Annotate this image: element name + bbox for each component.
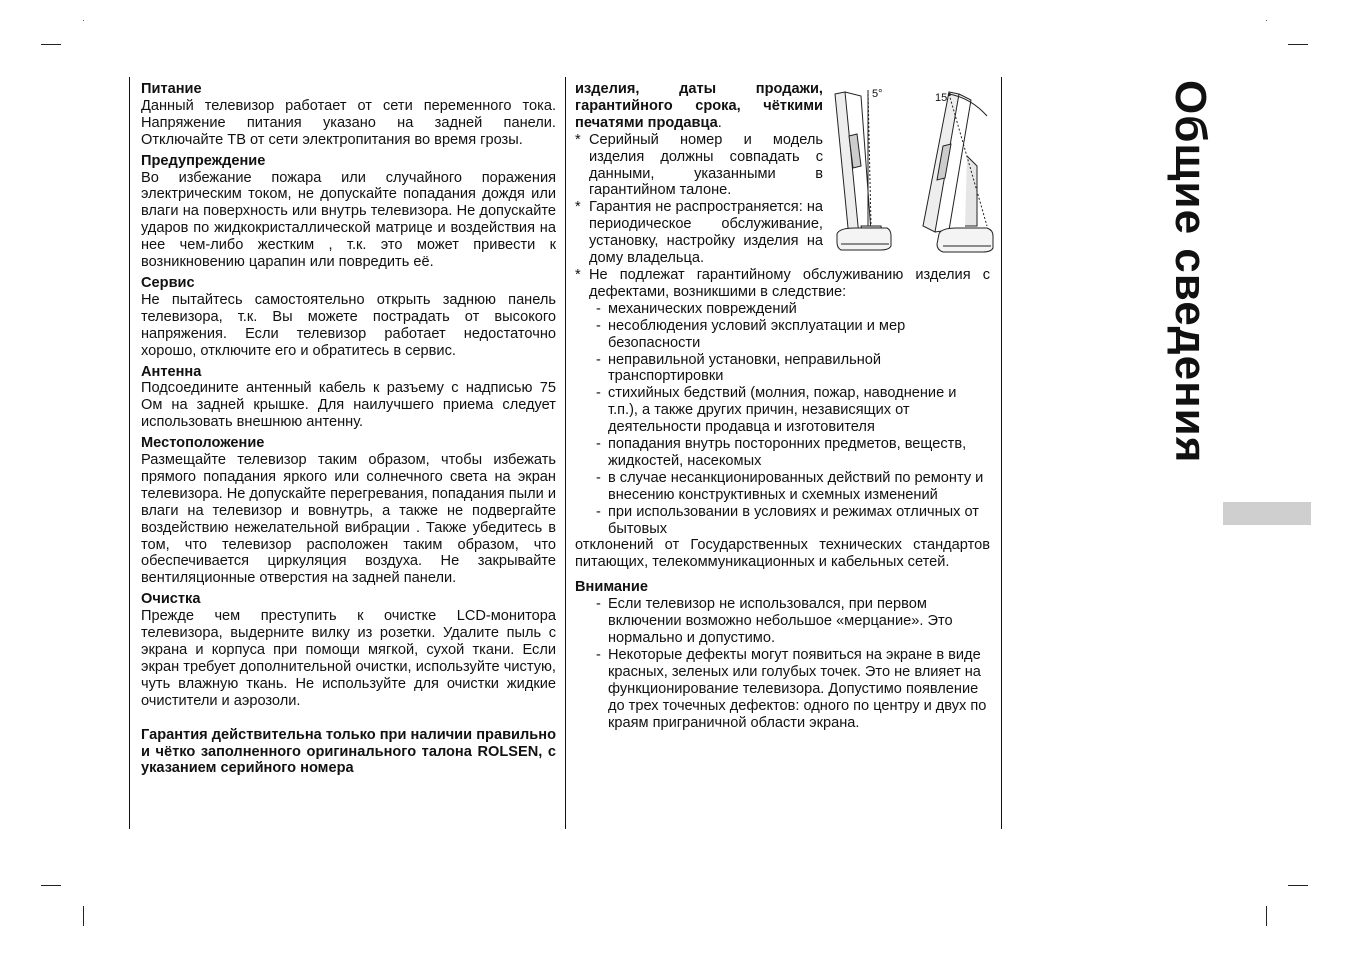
defect-item — [575, 301, 990, 318]
bullet-text: Не подлежат гарантийному обслуживанию изделия с дефектами, возникшими в следствие: — [589, 266, 990, 300]
dash-mark: - — [596, 385, 601, 402]
section-antenna — [141, 364, 556, 432]
section-title: Антенна — [141, 363, 202, 380]
section-text: Прежде чем преступить к очистке LCD-монитора телевизора, выдерните вилку из розетки. Удалите пыль с экрана и корпуса при помощи мягкой, сухой ткани. Если экран требует дополнительной очистки, используйте чистую, чуть влажную ткань. Не используйте для очистки жидкие очистители и аэрозоли. — [141, 608, 556, 709]
section-title: Питание — [141, 81, 202, 97]
dash-mark: - — [596, 596, 601, 613]
angle-label-left: 5° — [872, 88, 883, 100]
crop-mark — [83, 906, 84, 926]
defect-item — [575, 470, 990, 504]
defect-item — [575, 318, 990, 352]
tv-tilt-drawing — [831, 86, 997, 266]
bullet-item — [575, 267, 990, 301]
crop-mark — [41, 885, 61, 886]
defect-item — [575, 504, 990, 538]
dash-mark: - — [596, 300, 601, 317]
warranty-continued-text: изделия, даты продажи, гарантийного срока, чёткими печатями продавца — [575, 81, 823, 131]
section-service — [141, 275, 556, 360]
bullet-item — [575, 199, 823, 267]
column-rule-middle — [565, 77, 566, 829]
section-warning — [141, 153, 556, 271]
section-title: Местоположение — [141, 435, 265, 452]
defect-text: неправильной установки, неправильной транспортировки — [608, 351, 882, 385]
section-title: Сервис — [141, 274, 195, 291]
crop-mark — [1266, 906, 1267, 926]
section-power — [141, 81, 556, 149]
dash-mark: - — [596, 469, 601, 486]
dash-mark: - — [596, 503, 601, 520]
warranty-continued — [575, 81, 823, 132]
side-title-area — [1125, 80, 1255, 480]
warranty-notice: Гарантия действительна только при наличии правильно и чётко заполненного оригинального талона ROLSEN, с указанием серийного номера — [141, 726, 556, 777]
warranty-period: . — [717, 114, 722, 131]
crop-mark — [1288, 885, 1308, 886]
section-cleaning — [141, 591, 556, 709]
bullet-mark: * — [575, 199, 581, 216]
attention-item — [575, 596, 990, 647]
bullet-mark: * — [575, 266, 581, 283]
register-dot — [1266, 20, 1267, 21]
defect-text: несоблюдения условий эксплуатации и мер безопасности — [608, 317, 906, 351]
defect-text: механических повреждений — [608, 300, 797, 317]
section-text: Во избежание пожара или случайного поражения электрическим током, не допускайте попадания дождя или влаги на поверхность или внутрь телевизора. Не допускайте ударов по жидкокристаллической матрице и воздействия на нее чем-либо жестким , т.к. это может привести к возникновению царапин или повредить её. — [141, 169, 556, 271]
section-title: Очистка — [141, 591, 201, 608]
column-rule-left — [129, 77, 130, 829]
crop-mark — [1288, 44, 1308, 45]
dash-mark: - — [596, 351, 601, 368]
bullet-item — [575, 132, 823, 200]
defect-item — [575, 385, 990, 436]
section-tab — [1223, 502, 1311, 525]
defect-text: в случае несанкционированных действий по ремонту и внесению конструктивных и схемных изменений — [608, 469, 984, 503]
crop-mark — [41, 44, 61, 45]
section-text: Данный телевизор работает от сети переменного тока. Напряжение питания указано на задней панели. Отключайте ТВ от сети электропитания во время грозы. — [141, 97, 556, 148]
attention-text: Если телевизор не использовался, при первом включении возможно небольшое «мерцание». Это нормально и допустимо. — [608, 596, 953, 646]
defect-text: при использовании в условиях и режимах отличных от бытовых — [608, 503, 979, 537]
angle-label-right: 15° — [935, 92, 952, 104]
defect-item — [575, 436, 990, 470]
deviation-text: отклонений от Государственных технических стандартов питающих, телекоммуникационных и кабельных сетей. — [575, 537, 990, 571]
bullet-text: Серийный номер и модель изделия должны совпадать с данными, указанными в гарантийном талоне. — [589, 131, 823, 199]
section-title: Предупреждение — [141, 152, 266, 169]
bullet-mark: * — [575, 131, 581, 148]
dash-mark: - — [596, 646, 601, 663]
section-text: Подсоедините антенный кабель к разъему с надписью 75 Ом на задней крышке. Для наилучшего приема следует использовать внешнюю антенну. — [141, 380, 556, 431]
attention-text: Некоторые дефекты могут появиться на экране в виде красных, зеленых или голубых точек. Это не влияет на функционирование телевизора. Допустимо появление до трех точечных дефектов: одного по центру и двух по краям приграничной области экрана. — [608, 646, 987, 731]
defect-item — [575, 352, 990, 386]
register-dot — [83, 20, 84, 21]
tv-tilt-illustration — [831, 86, 997, 266]
section-text: Размещайте телевизор таким образом, чтобы избежать прямого попадания яркого или солнечного света на экран телевизора. Не допускайте перегревания, попадания пыли и влаги на телевизор и вовнутрь, а также не подвергайте воздействию нежелательной вибрации . Также убедитесь в том, что телевизор расположен таким образом, что обеспечивается циркуляция воздуха. Не закрывайте вентиляционные отверстия на задней панели. — [141, 452, 556, 587]
bullet-text: Гарантия не распространяется: на периодическое обслуживание, установку, настройку изделия на дому владельца. — [589, 199, 823, 267]
dash-mark: - — [596, 317, 601, 334]
page-title: Общие сведения — [1166, 80, 1215, 464]
attention-item — [575, 647, 990, 732]
dash-mark: - — [596, 436, 601, 453]
defect-text: попадания внутрь посторонних предметов, веществ, жидкостей, насекомых — [608, 436, 967, 469]
left-column — [141, 81, 556, 777]
attention-title: Внимание — [575, 579, 648, 596]
narrow-bullets — [575, 132, 823, 267]
section-text: Не пытайтесь самостоятельно открыть заднюю панель телевизора, т.к. Вы можете пострадать от высокого напряжения. Если телевизор работает недостаточно хорошо, отключите его и обратитесь в сервис. — [141, 291, 556, 359]
section-location — [141, 435, 556, 587]
column-rule-right — [1001, 77, 1002, 829]
defect-text: стихийных бедствий (молния, пожар, наводнение и т.п.), а также других причин, независящих от деятельности продавца и изготовителя — [608, 385, 957, 436]
